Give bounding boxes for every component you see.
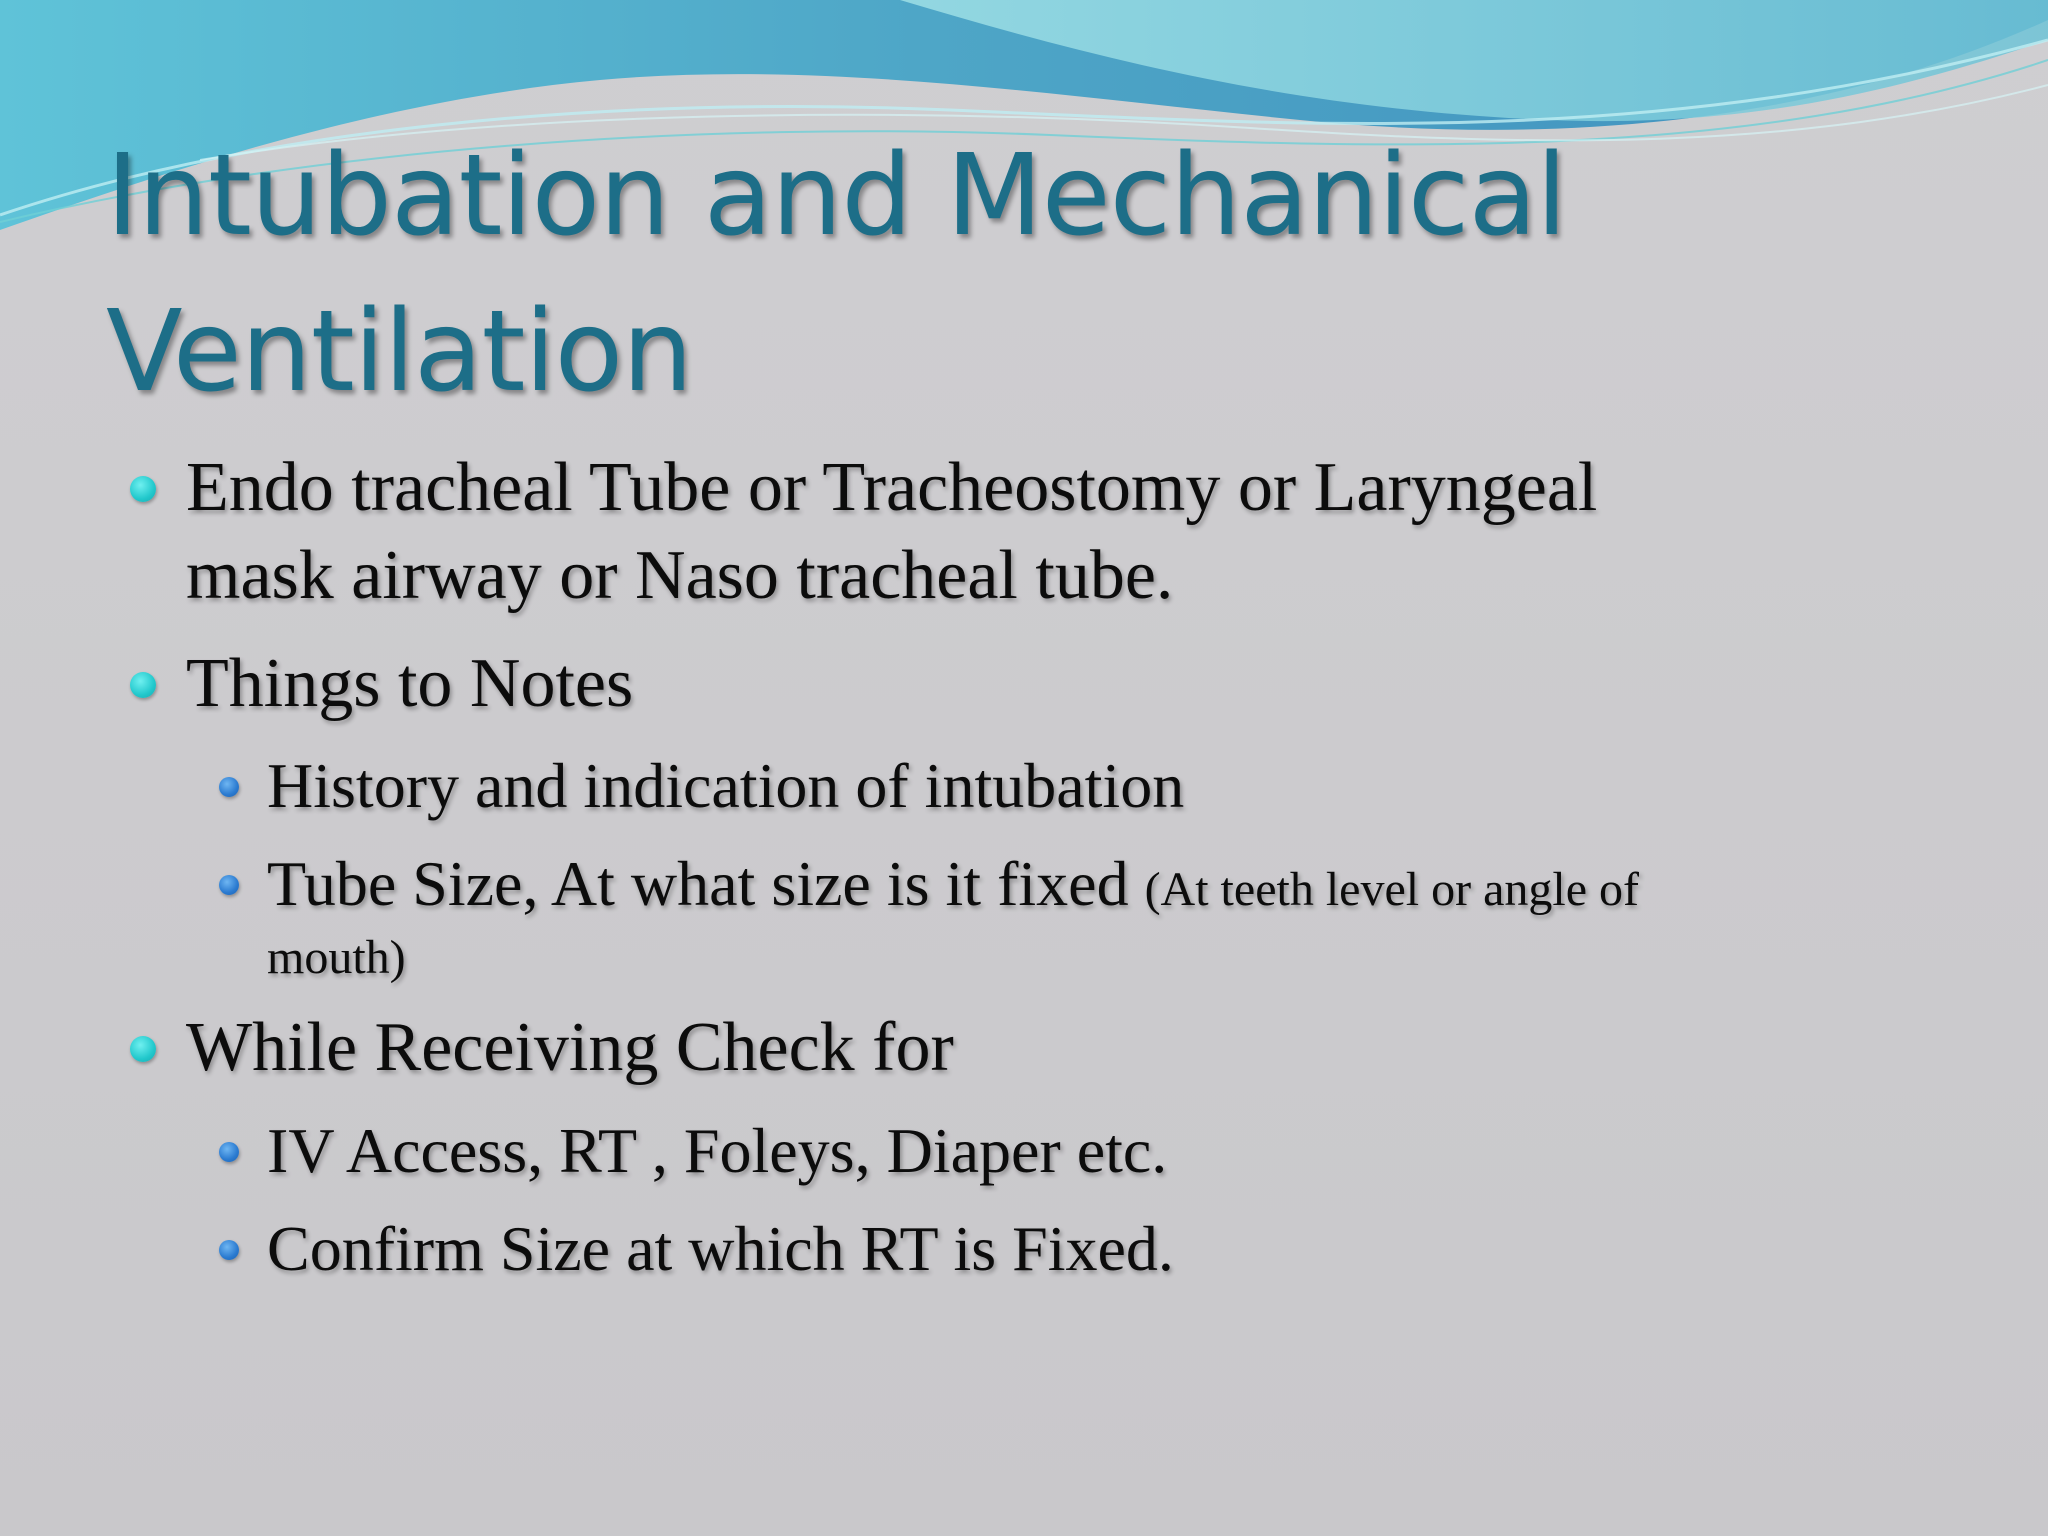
sub-bullet-dot-icon [219, 1142, 239, 1162]
slide-title-line-1: Intubation and Mechanical [106, 131, 1567, 261]
bullet-dot-icon [130, 672, 156, 698]
bullet-text-line: mask airway or Naso tracheal tube. [186, 537, 1174, 614]
bullet-item [186, 640, 633, 728]
bullet-text-line: Endo tracheal Tube or Tracheostomy or Laryngeal [186, 449, 1598, 526]
sub-bullet-item [267, 848, 1827, 990]
slide-title [106, 118, 1906, 430]
sub-bullet-note: (At teeth level or angle of [1144, 863, 1640, 916]
sub-bullet-item [267, 750, 1184, 822]
bullet-dot-icon [130, 1036, 156, 1062]
sub-bullet-text: Confirm Size at which RT is Fixed. [267, 1213, 1174, 1284]
sub-bullet-item [267, 1213, 1174, 1285]
slide-title-line-2: Ventilation [106, 287, 693, 417]
bullet-item [186, 444, 1597, 620]
sub-bullet-dot-icon [219, 875, 239, 895]
sub-bullet-text: Tube Size, At what size is it fixed [267, 848, 1129, 919]
sub-bullet-dot-icon [219, 1240, 239, 1260]
sub-bullet-dot-icon [219, 777, 239, 797]
sub-bullet-text: IV Access, RT , Foleys, Diaper etc. [267, 1115, 1168, 1186]
sub-bullet-note-continuation: mouth) [267, 931, 406, 984]
bullet-item [186, 1004, 954, 1092]
sub-bullet-text: History and indication of intubation [267, 750, 1185, 821]
bullet-dot-icon [130, 476, 156, 502]
bullet-text: While Receiving Check for [186, 1009, 954, 1086]
sub-bullet-item [267, 1115, 1167, 1187]
bullet-text: Things to Notes [186, 645, 634, 722]
